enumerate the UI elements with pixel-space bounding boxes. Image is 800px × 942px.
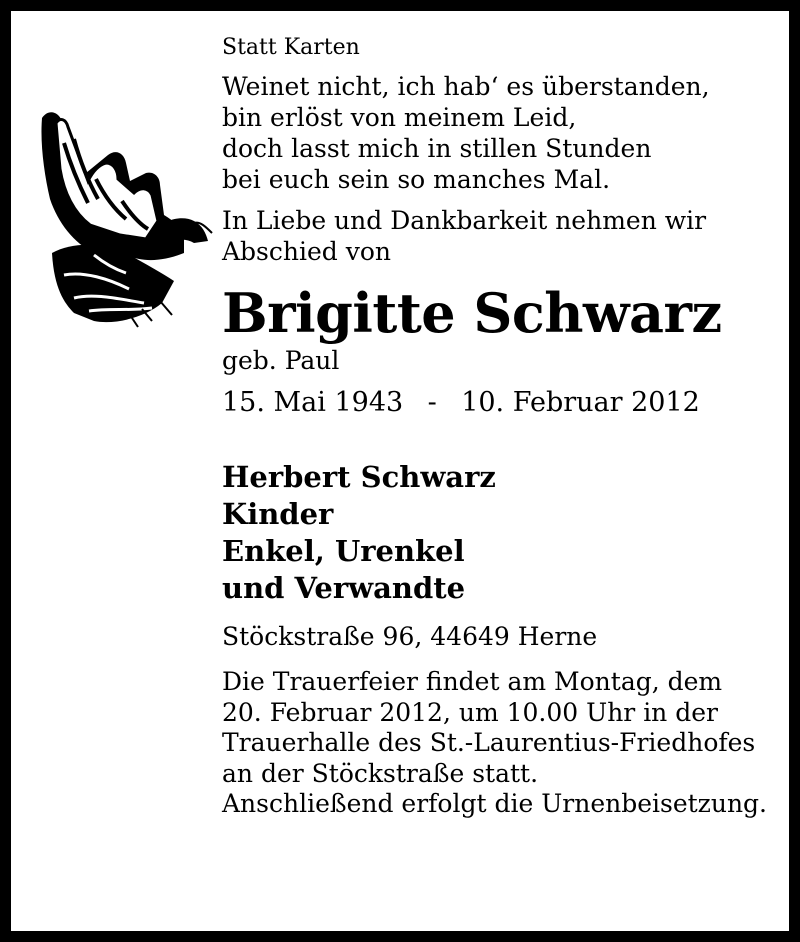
funeral-notice — [222, 667, 782, 820]
address: Stöckstraße 96, 44649 Herne — [222, 622, 598, 651]
date-separator: - — [427, 387, 437, 418]
intro-line: Abschied von — [222, 237, 392, 266]
notice-line: Anschließend erfolgt die Urnenbeisetzung. — [222, 789, 768, 818]
mourner-line: und Verwandte — [222, 571, 466, 605]
notice-line: Trauerhalle des St.-Laurentius-Friedhofes — [222, 728, 756, 757]
poem — [222, 71, 782, 195]
notice-line: 20. Februar 2012, um 10.00 Uhr in der — [222, 697, 718, 727]
mourners — [222, 459, 782, 607]
death-date: 10. Februar 2012 — [461, 387, 700, 418]
header-label: Statt Karten — [222, 35, 360, 60]
life-dates — [222, 385, 782, 421]
intro-line: In Liebe und Dankbarkeit nehmen wir — [222, 206, 707, 235]
poem-line: bin erlöst von meinem Leid, — [222, 103, 577, 132]
maiden-name: geb. Paul — [222, 346, 340, 375]
deceased-block — [222, 281, 782, 421]
deceased-name: Brigitte Schwarz — [222, 281, 722, 345]
poem-line: bei euch sein so manches Mal. — [222, 165, 611, 194]
notice-line: an der Stöckstraße statt. — [222, 758, 539, 788]
birth-date: 15. Mai 1943 — [222, 387, 404, 418]
mourner-line: Kinder — [222, 497, 334, 531]
intro — [222, 205, 782, 267]
praying-hands-icon — [34, 103, 214, 328]
poem-line: doch lasst mich in stillen Stunden — [222, 134, 652, 163]
mourner-line: Herbert Schwarz — [222, 460, 496, 494]
poem-line: Weinet nicht, ich hab‘ es überstanden, — [222, 72, 710, 101]
obituary-text — [222, 33, 782, 820]
mourner-line: Enkel, Urenkel — [222, 534, 465, 568]
notice-line: Die Trauerfeier findet am Montag, dem — [222, 667, 723, 696]
